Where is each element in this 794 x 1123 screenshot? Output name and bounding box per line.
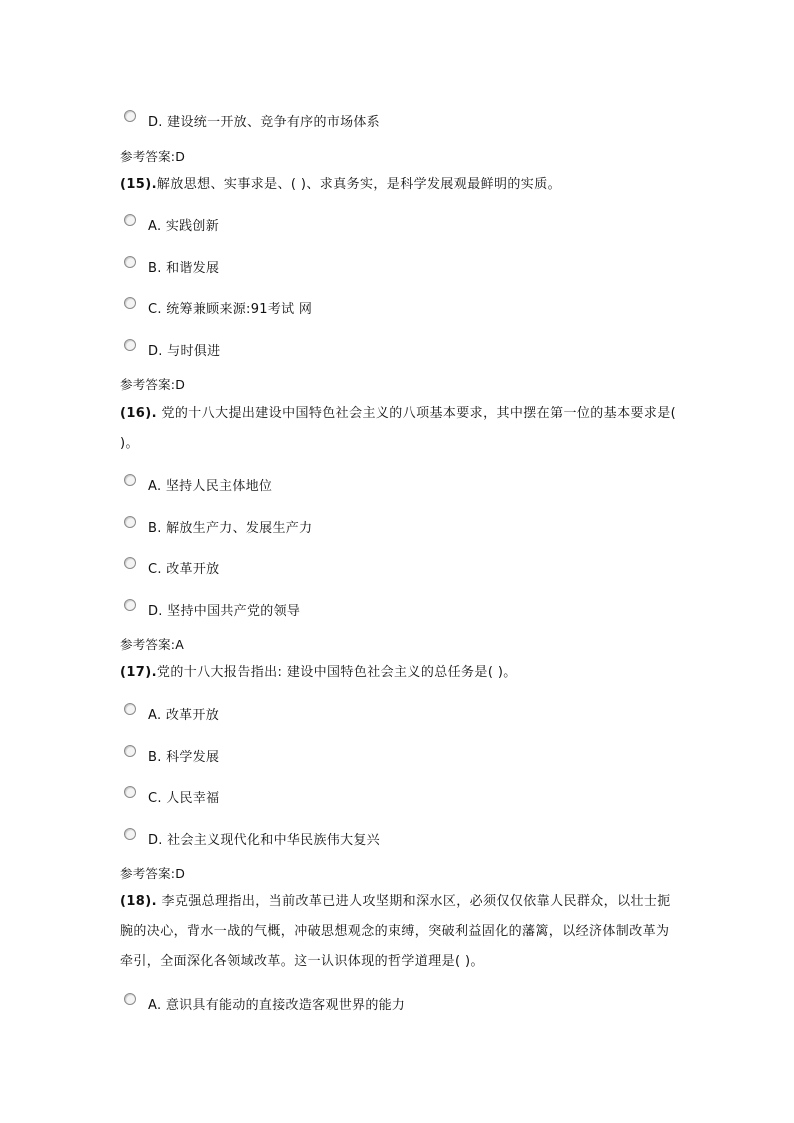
radio-button-icon[interactable] [124, 993, 136, 1005]
answer-key: 参考答案:D [120, 377, 186, 392]
radio-button-icon[interactable] [124, 703, 136, 715]
answer-key: 参考答案:D [120, 866, 186, 881]
radio-button-icon[interactable] [124, 256, 136, 268]
radio-button-icon[interactable] [124, 599, 136, 611]
option-label: B. 科学发展 [148, 749, 220, 765]
q15-option-c[interactable] [124, 297, 312, 317]
q16-option-a[interactable] [124, 474, 272, 494]
radio-button-icon[interactable] [124, 110, 136, 122]
question-15 [120, 170, 680, 200]
question-text: 解放思想、实事求是、( )、求真务实，是科学发展观最鲜明的实质。 [156, 177, 561, 192]
radio-button-icon[interactable] [124, 297, 136, 309]
q15-option-a[interactable] [124, 214, 219, 234]
option-label: B. 和谐发展 [148, 260, 220, 276]
option-label: D. 与时俱进 [148, 343, 221, 359]
question-number: (15). [120, 177, 157, 192]
question-number: (17). [120, 665, 157, 680]
option-label: A. 改革开放 [148, 707, 220, 723]
radio-button-icon[interactable] [124, 474, 136, 486]
option-label: A. 意识具有能动的直接改造客观世界的能力 [148, 997, 406, 1013]
option-label: D. 社会主义现代化和中华民族伟大复兴 [148, 832, 380, 848]
q15-option-b[interactable] [124, 256, 219, 276]
option-label: A. 实践创新 [148, 218, 220, 234]
question-number: (18). [120, 894, 157, 909]
radio-button-icon[interactable] [124, 557, 136, 569]
radio-button-icon[interactable] [124, 828, 136, 840]
answer-key: 参考答案:A [120, 637, 184, 652]
option-label: A. 坚持人民主体地位 [148, 478, 273, 494]
q15-option-d[interactable] [124, 339, 220, 359]
radio-button-icon[interactable] [124, 745, 136, 757]
q17-option-d[interactable] [124, 828, 380, 848]
question-text: 党的十八大报告指出: 建设中国特色社会主义的总任务是( )。 [156, 665, 517, 680]
q18-option-a[interactable] [124, 993, 405, 1013]
q17-option-b[interactable] [124, 745, 219, 765]
question-16 [120, 399, 680, 459]
question-text: 党的十八大提出建设中国特色社会主义的八项基本要求，其中摆在第一位的基本要求是( )。 [120, 406, 677, 451]
option-label: C. 统筹兼顾来源:91考试 网 [148, 301, 313, 317]
q16-option-b[interactable] [124, 516, 312, 536]
question-17 [120, 658, 680, 688]
option-label: D. 建设统一开放、竞争有序的市场体系 [148, 114, 380, 130]
radio-button-icon[interactable] [124, 516, 136, 528]
question-number: (16). [120, 406, 157, 421]
radio-button-icon[interactable] [124, 214, 136, 226]
answer-key: 参考答案:D [120, 149, 186, 164]
radio-button-icon[interactable] [124, 786, 136, 798]
option-label: C. 人民幸福 [148, 790, 220, 806]
question-18 [120, 887, 680, 977]
q16-option-c[interactable] [124, 557, 219, 577]
q14-option-d[interactable] [124, 110, 380, 130]
q17-option-c[interactable] [124, 786, 219, 806]
option-label: C. 改革开放 [148, 561, 220, 577]
option-label: D. 坚持中国共产党的领导 [148, 603, 301, 619]
q16-option-d[interactable] [124, 599, 300, 619]
option-label: B. 解放生产力、发展生产力 [148, 520, 313, 536]
radio-button-icon[interactable] [124, 339, 136, 351]
q17-option-a[interactable] [124, 703, 219, 723]
question-text: 李克强总理指出，当前改革已进人攻坚期和深水区，必须仅仅依靠人民群众，以壮士扼腕的决心，背水一战的气概，冲破思想观念的束缚，突破利益固化的藩篱，以经济体制改革为牵引，全面深化各领域改革。这一认识体现的哲学道理是( )。 [120, 894, 671, 969]
